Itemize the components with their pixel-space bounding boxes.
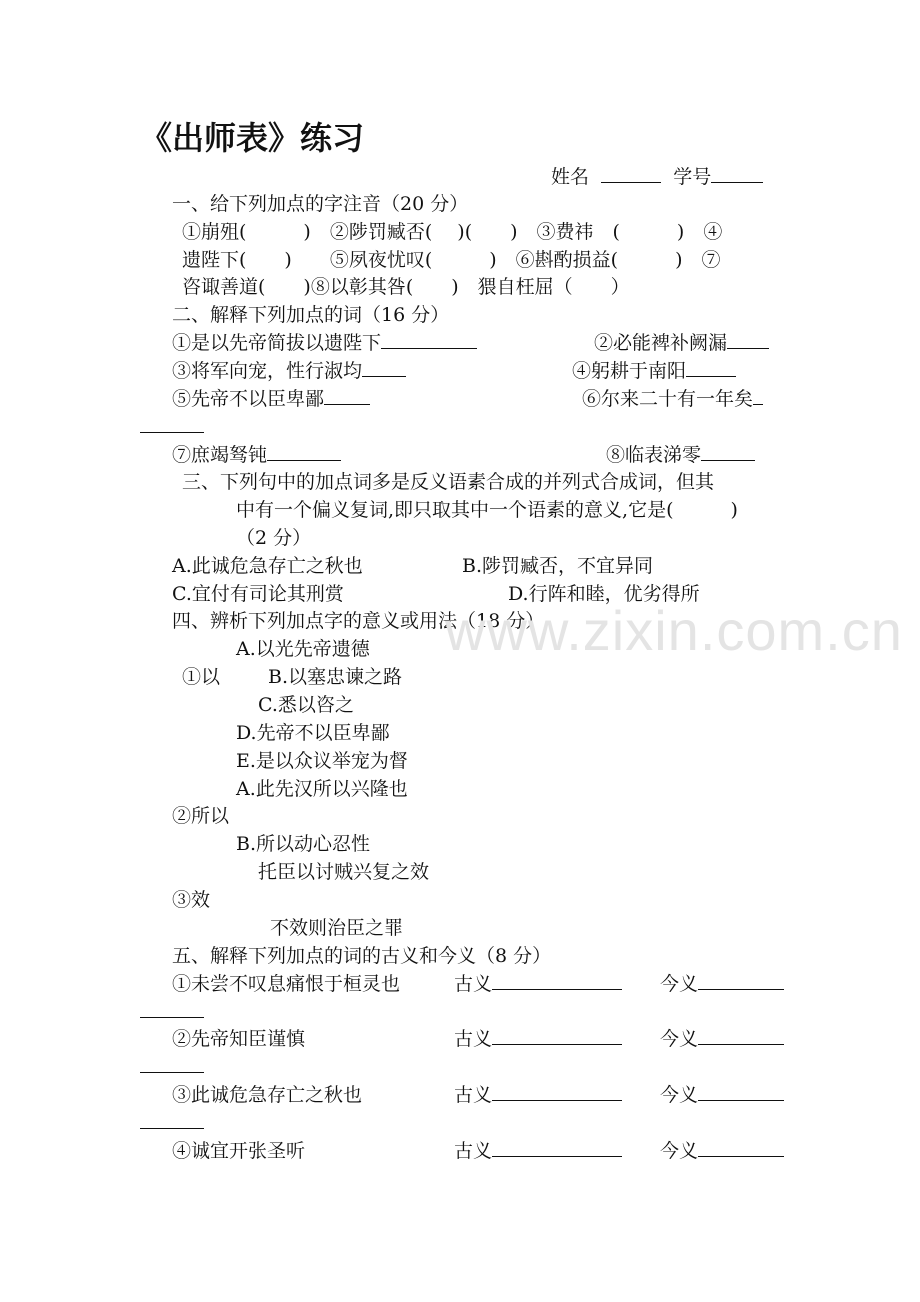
s4-group-label: ①以 [182, 666, 221, 688]
s2-q8-text: ⑧临表涕零 [606, 444, 702, 466]
option-b[interactable]: B.陟罚臧否，不宜异同 [462, 555, 654, 577]
answer-blank[interactable] [140, 1110, 204, 1129]
s5-item-text: ②先帝知臣谨慎 [172, 1028, 306, 1050]
s5-jin [660, 1138, 784, 1164]
s2-q5-text: ⑤先帝不以臣卑鄙 [172, 388, 325, 410]
section5-heading: 五、解释下列加点的词的古义和今义（8 分） [172, 945, 552, 967]
answer-blank[interactable] [698, 1082, 784, 1101]
answer-blank[interactable] [324, 386, 370, 405]
s5-gu [454, 1138, 622, 1164]
s4-item: 不效则治臣之罪 [270, 917, 404, 939]
name-label: 姓名 [551, 166, 590, 188]
s2-q6 [582, 386, 763, 412]
section1-heading: 一、给下列加点的字注音（20 分） [172, 193, 469, 215]
s2-q2 [594, 330, 769, 356]
answer-blank[interactable] [753, 386, 763, 405]
jin-label: 今义 [660, 1028, 699, 1050]
s2-q1-text: ①是以先帝简拔以遗陛下 [172, 332, 382, 354]
s5-item-text: ③此诚危急存亡之秋也 [172, 1084, 363, 1106]
answer-blank[interactable] [701, 442, 755, 461]
s4-item: B.所以动心忍性 [236, 833, 371, 855]
answer-blank[interactable] [362, 358, 406, 377]
answer-blank[interactable] [698, 971, 784, 990]
s5-continued [140, 1110, 204, 1136]
section2-heading: 二、解释下列加点的词（16 分） [172, 304, 450, 326]
section1-line: 咨诹善道( )⑧以彰其咎( ) 猥自枉屈（ ） [182, 276, 630, 298]
s5-gu [454, 1026, 622, 1052]
id-blank[interactable] [711, 164, 763, 183]
s4-item: C.悉以咨之 [258, 694, 354, 716]
s5-gu [454, 971, 622, 997]
page-title: 《出师表》练习 [140, 119, 365, 157]
answer-blank[interactable] [140, 999, 204, 1018]
gu-label: 古义 [454, 973, 493, 995]
answer-blank[interactable] [727, 330, 769, 349]
s2-q7-text: ⑦庶竭驽钝 [172, 444, 268, 466]
s4-item: 托臣以讨贼兴复之效 [258, 861, 430, 883]
s2-q7 [172, 442, 341, 468]
answer-blank[interactable] [492, 1026, 622, 1045]
jin-label: 今义 [660, 1084, 699, 1106]
jin-label: 今义 [660, 973, 699, 995]
s4-item: D.先帝不以臣卑鄙 [236, 722, 390, 744]
name-blank[interactable] [601, 164, 661, 183]
s2-q4 [572, 358, 736, 384]
section4-heading: 四、辨析下列加点字的意义或用法（18 分） [172, 610, 545, 632]
s2-q6-continued [140, 414, 204, 440]
s4-item: E.是以众议举宠为督 [236, 750, 408, 772]
answer-blank[interactable] [140, 1054, 204, 1073]
id-label: 学号 [673, 166, 712, 188]
watermark: www.zixin.com.cn [445, 599, 903, 662]
section3-score: （2 分） [236, 527, 312, 549]
answer-blank[interactable] [492, 1082, 622, 1101]
section3-heading: 三、下列句中的加点词多是反义语素合成的并列式合成词，但其 [182, 471, 715, 493]
option-a[interactable]: A.此诚危急存亡之秋也 [172, 555, 363, 577]
s5-item-text: ①未尝不叹息痛恨于桓灵也 [172, 973, 401, 995]
s4-group-label: ②所以 [172, 805, 230, 827]
answer-blank[interactable] [686, 358, 736, 377]
s5-gu [454, 1082, 622, 1108]
student-info [551, 164, 763, 190]
gu-label: 古义 [454, 1028, 493, 1050]
s4-item: A.以光先帝遗德 [236, 638, 370, 660]
s2-q5 [172, 386, 370, 412]
gu-label: 古义 [454, 1140, 493, 1162]
s2-q1 [172, 330, 477, 356]
answer-blank[interactable] [492, 1138, 622, 1157]
answer-blank[interactable] [140, 414, 204, 433]
gu-label: 古义 [454, 1084, 493, 1106]
s5-continued [140, 999, 204, 1025]
option-d[interactable]: D.行阵和睦，优劣得所 [508, 583, 700, 605]
s2-q2-text: ②必能裨补阙漏 [594, 332, 728, 354]
answer-blank[interactable] [698, 1026, 784, 1045]
jin-label: 今义 [660, 1140, 699, 1162]
section1-line: 遗陛下( ) ⑤夙夜忧叹( ) ⑥斟酌损益( ) ⑦ [182, 249, 721, 271]
s2-q3 [172, 358, 406, 384]
s2-q4-text: ④躬耕于南阳 [572, 360, 687, 382]
s4-item: B.以塞忠谏之路 [268, 666, 403, 688]
option-c[interactable]: C.宜付有司论其刑赏 [172, 583, 344, 605]
s5-jin [660, 1082, 784, 1108]
s2-q3-text: ③将军向宠，性行淑均 [172, 360, 363, 382]
section3-heading-cont: 中有一个偏义复词,即只取其中一个语素的意义,它是( ) [236, 499, 738, 521]
s5-jin [660, 971, 784, 997]
answer-blank[interactable] [492, 971, 622, 990]
answer-blank[interactable] [381, 330, 477, 349]
section1-line: ①崩殂( ) ②陟罚臧否( )( ) ③费祎 ( ) ④ [182, 221, 723, 243]
s2-q6-text: ⑥尔来二十有一年矣 [582, 388, 754, 410]
s5-item-text: ④诚宜开张圣听 [172, 1140, 306, 1162]
s5-jin [660, 1026, 784, 1052]
s4-group-label: ③效 [172, 889, 211, 911]
answer-blank[interactable] [698, 1138, 784, 1157]
s5-continued [140, 1054, 204, 1080]
answer-blank[interactable] [267, 442, 341, 461]
s2-q8 [606, 442, 755, 468]
s4-item: A.此先汉所以兴隆也 [236, 778, 408, 800]
